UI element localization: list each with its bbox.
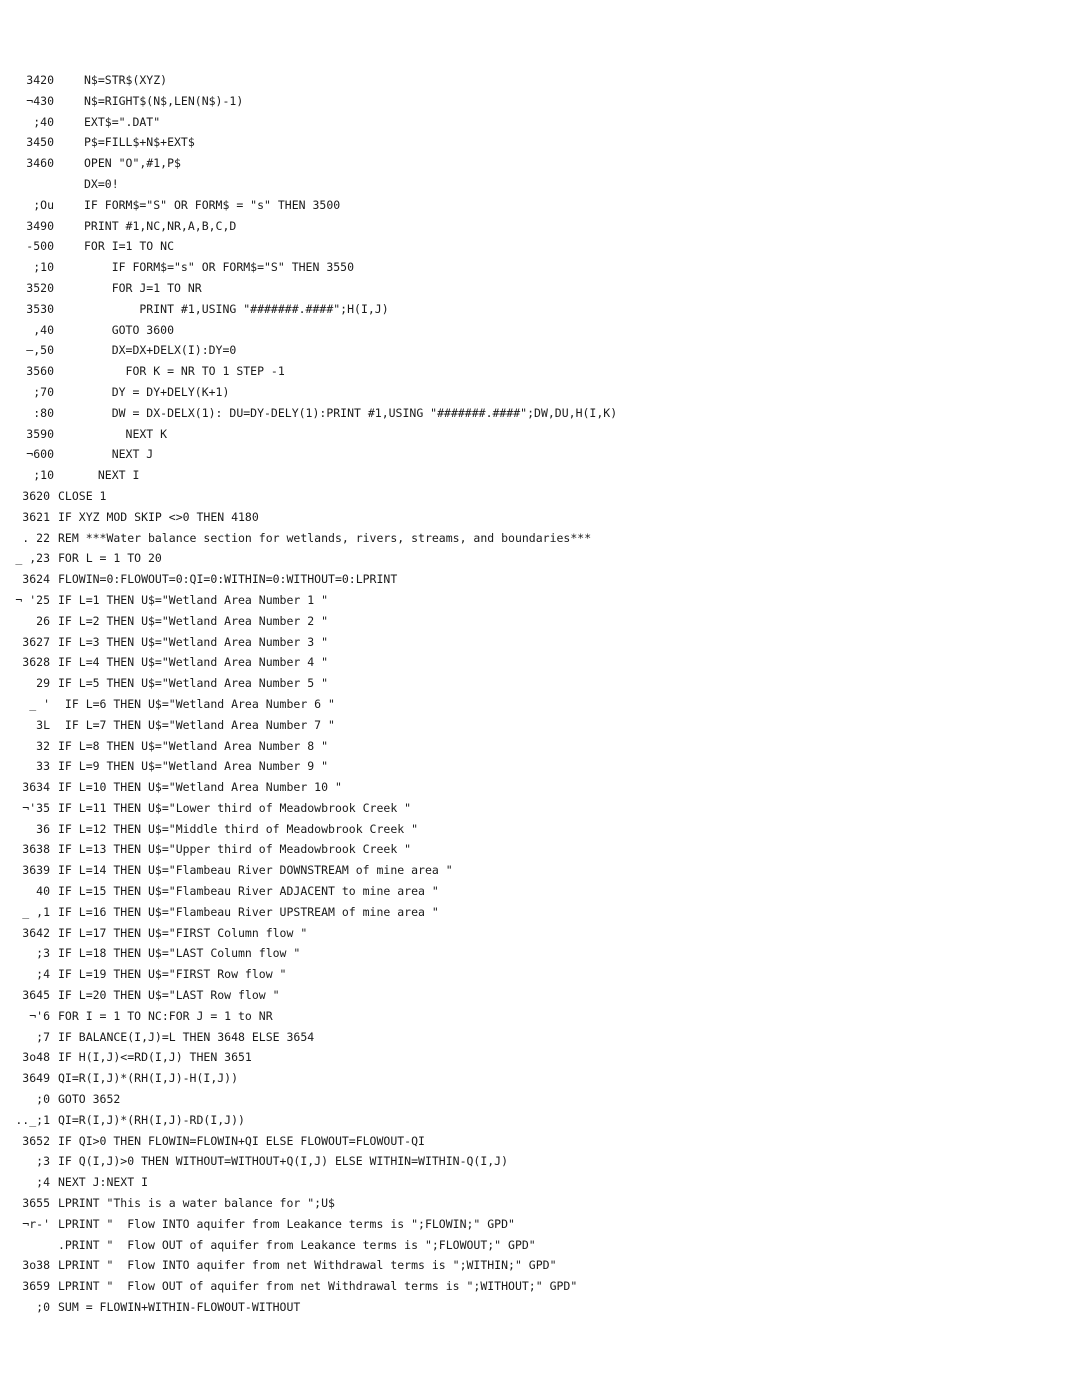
code-line (0, 1110, 1066, 1131)
line-code: NEXT I (84, 468, 140, 483)
code-line (0, 236, 1066, 257)
line-code: IF L=13 THEN U$="Upper third of Meadowbrook Creek " (58, 842, 412, 857)
line-number: ¬430 (26, 93, 54, 108)
line-code: LPRINT "This is a water balance for ";U$ (58, 1196, 335, 1211)
code-line (0, 153, 1066, 174)
line-number: :80 (33, 405, 54, 420)
code-line (0, 1006, 1066, 1027)
line-number: ;10 (33, 260, 54, 275)
line-number: ;0 (36, 1300, 50, 1315)
line-code: CLOSE 1 (58, 488, 107, 503)
line-number: 36 (36, 821, 50, 836)
code-line (0, 1172, 1066, 1193)
code-line (0, 174, 1066, 195)
line-code: IF L=15 THEN U$="Flambeau River ADJACENT to mine area " (58, 884, 439, 899)
line-code: REM ***Water balance section for wetlands, rivers, streams, and boundaries*** (58, 530, 592, 545)
code-line (0, 569, 1066, 590)
line-code: FOR L = 1 TO 20 (58, 551, 162, 566)
line-number: ¬ '25 (15, 592, 50, 607)
line-number: . 22 (22, 530, 50, 545)
line-number (0, 174, 62, 195)
line-code: N$=RIGHT$(N$,LEN(N$)-1) (84, 93, 244, 108)
line-code: DW = DX-DELX(1): DU=DY-DELY(1):PRINT #1,USING "#######.####";DW,DU,H(I,K) (84, 405, 618, 420)
line-code: IF L=8 THEN U$="Wetland Area Number 8 " (58, 738, 329, 753)
line-code: FOR K = NR TO 1 STEP -1 (84, 364, 285, 379)
line-number: 3634 (22, 780, 50, 795)
code-line (0, 819, 1066, 840)
code-line (0, 1068, 1066, 1089)
line-number: _ ,23 (15, 551, 50, 566)
code-line (0, 112, 1066, 133)
line-number: ;40 (33, 114, 54, 129)
code-line (0, 736, 1066, 757)
line-number: 3560 (26, 364, 54, 379)
code-line (0, 1089, 1066, 1110)
line-code: IF L=7 THEN U$="Wetland Area Number 7 " (58, 717, 335, 732)
line-code: NEXT J (84, 447, 154, 462)
line-number: 3638 (22, 842, 50, 857)
line-number: ¬600 (26, 447, 54, 462)
line-code: QI=R(I,J)*(RH(I,J)-RD(I,J)) (58, 1112, 245, 1127)
line-number: _ ' (29, 696, 50, 711)
code-line (0, 424, 1066, 445)
code-line (0, 1193, 1066, 1214)
line-code: PRINT #1,NC,NR,A,B,C,D (84, 218, 237, 233)
line-code: PRINT #1,USING "#######.####";H(I,J) (84, 301, 389, 316)
code-line (0, 985, 1066, 1006)
line-code: IF L=11 THEN U$="Lower third of Meadowbrook Creek " (58, 800, 412, 815)
line-code: IF XYZ MOD SKIP <>0 THEN 4180 (58, 509, 259, 524)
line-code: LPRINT " Flow INTO aquifer from net Withdrawal terms is ";WITHIN;" GPD" (58, 1258, 557, 1273)
line-code: IF L=2 THEN U$="Wetland Area Number 2 " (58, 613, 329, 628)
code-listing (0, 70, 1066, 1318)
line-number: 3450 (26, 135, 54, 150)
line-code: DX=DX+DELX(I):DY=0 (84, 343, 237, 358)
code-line (0, 1297, 1066, 1318)
line-number: —,50 (26, 343, 54, 358)
line-code: IF QI>0 THEN FLOWIN=FLOWIN+QI ELSE FLOWOUT=FLOWOUT-QI (58, 1133, 425, 1148)
line-number: 3o48 (22, 1050, 50, 1065)
code-line (0, 1214, 1066, 1235)
code-line (0, 590, 1066, 611)
line-code: IF L=4 THEN U$="Wetland Area Number 4 " (58, 655, 329, 670)
line-code: P$=FILL$+N$+EXT$ (84, 135, 195, 150)
line-number: 3530 (26, 301, 54, 316)
line-code: IF L=16 THEN U$="Flambeau River UPSTREAM of mine area " (58, 904, 439, 919)
line-code: IF L=1 THEN U$="Wetland Area Number 1 " (58, 592, 329, 607)
code-line (0, 195, 1066, 216)
line-number: 29 (36, 676, 50, 691)
line-number: 32 (36, 738, 50, 753)
code-line (0, 465, 1066, 486)
code-line (0, 340, 1066, 361)
line-number: 3520 (26, 280, 54, 295)
code-line (0, 902, 1066, 923)
line-code: IF L=17 THEN U$="FIRST Column flow " (58, 925, 308, 940)
code-line (0, 1131, 1066, 1152)
line-code: EXT$=".DAT" (84, 114, 161, 129)
line-number: 3460 (26, 156, 54, 171)
line-number: 3621 (22, 509, 50, 524)
code-line (0, 798, 1066, 819)
line-number: 3649 (22, 1071, 50, 1086)
code-line (0, 756, 1066, 777)
line-code: FLOWIN=0:FLOWOUT=0:QI=0:WITHIN=0:WITHOUT=0:LPRINT (58, 572, 398, 587)
line-code: IF FORM$="S" OR FORM$ = "s" THEN 3500 (84, 197, 341, 212)
code-line (0, 278, 1066, 299)
line-code: IF L=18 THEN U$="LAST Column flow " (58, 946, 301, 961)
line-number: 3659 (22, 1279, 50, 1294)
line-code: LPRINT " Flow OUT of aquifer from net Withdrawal terms is ";WITHOUT;" GPD" (58, 1279, 578, 1294)
code-line (0, 299, 1066, 320)
line-number: 40 (36, 884, 50, 899)
line-code: NEXT J:NEXT I (58, 1175, 149, 1190)
line-code: NEXT K (84, 426, 168, 441)
line-code: GOTO 3652 (58, 1092, 121, 1107)
code-line (0, 860, 1066, 881)
code-line (0, 1255, 1066, 1276)
line-code: IF L=9 THEN U$="Wetland Area Number 9 " (58, 759, 329, 774)
line-number: _ ,1 (22, 904, 50, 919)
code-line (0, 1027, 1066, 1048)
code-line (0, 132, 1066, 153)
line-number: ;4 (36, 967, 50, 982)
code-line (0, 715, 1066, 736)
code-line (0, 1276, 1066, 1297)
line-number: 3420 (26, 73, 54, 87)
line-code: .PRINT " Flow OUT of aquifer from Leakance terms is ";FLOWOUT;" GPD" (58, 1237, 536, 1252)
line-number: 3639 (22, 863, 50, 878)
line-code: IF Q(I,J)>0 THEN WITHOUT=WITHOUT+Q(I,J) ELSE WITHIN=WITHIN-Q(I,J) (58, 1154, 509, 1169)
code-line (0, 444, 1066, 465)
line-number: 3624 (22, 572, 50, 587)
code-line (0, 403, 1066, 424)
line-code: GOTO 3600 (84, 322, 175, 337)
code-line (0, 881, 1066, 902)
code-line (0, 382, 1066, 403)
line-code: LPRINT " Flow INTO aquifer from Leakance terms is ";FLOWIN;" GPD" (58, 1216, 515, 1231)
code-line (0, 361, 1066, 382)
line-code: IF L=20 THEN U$="LAST Row flow " (58, 988, 280, 1003)
line-number: 3642 (22, 925, 50, 940)
code-line (0, 486, 1066, 507)
line-code: IF H(I,J)<=RD(I,J) THEN 3651 (58, 1050, 252, 1065)
line-number: 33 (36, 759, 50, 774)
code-line (0, 70, 1066, 91)
line-number: ;4 (36, 1175, 50, 1190)
line-number: 3645 (22, 988, 50, 1003)
line-number: ;3 (36, 1154, 50, 1169)
line-number: 3655 (22, 1196, 50, 1211)
line-code: IF L=6 THEN U$="Wetland Area Number 6 " (58, 696, 335, 711)
line-code: IF FORM$="s" OR FORM$="S" THEN 3550 (84, 260, 355, 275)
line-code: SUM = FLOWIN+WITHIN-FLOWOUT-WITHOUT (58, 1300, 301, 1315)
line-code: IF L=5 THEN U$="Wetland Area Number 5 " (58, 676, 329, 691)
line-number: ¬'35 (22, 800, 50, 815)
code-line (0, 839, 1066, 860)
code-line (0, 694, 1066, 715)
line-code: QI=R(I,J)*(RH(I,J)-H(I,J)) (58, 1071, 239, 1086)
line-number: ;3 (36, 946, 50, 961)
line-code: FOR J=1 TO NR (84, 280, 202, 295)
line-number: ;10 (33, 468, 54, 483)
line-code: FOR I = 1 TO NC:FOR J = 1 to NR (58, 1008, 273, 1023)
code-line (0, 548, 1066, 569)
line-number: 3490 (26, 218, 54, 233)
code-line (0, 320, 1066, 341)
code-line (0, 964, 1066, 985)
code-line (0, 1151, 1066, 1172)
line-code: IF L=19 THEN U$="FIRST Row flow " (58, 967, 287, 982)
line-number: ;0 (36, 1092, 50, 1107)
code-line (0, 257, 1066, 278)
line-number: 26 (36, 613, 50, 628)
line-number: ;Ou (33, 197, 54, 212)
code-line (0, 611, 1066, 632)
code-line (0, 91, 1066, 112)
line-code: DY = DY+DELY(K+1) (84, 384, 230, 399)
code-line (0, 923, 1066, 944)
line-number: ;70 (33, 384, 54, 399)
line-code: OPEN "O",#1,P$ (84, 156, 181, 171)
line-code: FOR I=1 TO NC (84, 239, 175, 254)
line-code: DX=0! (84, 176, 119, 191)
code-line (0, 652, 1066, 673)
line-number: 3628 (22, 655, 50, 670)
line-number: -500 (26, 239, 54, 254)
line-code: IF L=14 THEN U$="Flambeau River DOWNSTREAM of mine area " (58, 863, 453, 878)
line-number (0, 1235, 58, 1256)
line-number: 3o38 (22, 1258, 50, 1273)
line-code: IF L=3 THEN U$="Wetland Area Number 3 " (58, 634, 329, 649)
code-line (0, 216, 1066, 237)
line-code: IF BALANCE(I,J)=L THEN 3648 ELSE 3654 (58, 1029, 315, 1044)
code-line (0, 507, 1066, 528)
line-number: .._;1 (15, 1112, 50, 1127)
code-line (0, 777, 1066, 798)
line-number: ¬'6 (29, 1008, 50, 1023)
line-number: 3590 (26, 426, 54, 441)
line-number: 3620 (22, 488, 50, 503)
code-line (0, 943, 1066, 964)
line-code: N$=STR$(XYZ) (84, 73, 168, 87)
code-line (0, 673, 1066, 694)
line-number: 3652 (22, 1133, 50, 1148)
line-number: ,40 (33, 322, 54, 337)
code-line (0, 1047, 1066, 1068)
line-code: IF L=10 THEN U$="Wetland Area Number 10 " (58, 780, 342, 795)
code-line (0, 528, 1066, 549)
code-line (0, 632, 1066, 653)
code-line (0, 1235, 1066, 1256)
line-number: ;7 (36, 1029, 50, 1044)
line-code: IF L=12 THEN U$="Middle third of Meadowbrook Creek " (58, 821, 419, 836)
line-number: ¬r-' (22, 1216, 50, 1231)
line-number: 3627 (22, 634, 50, 649)
line-number: 3L (36, 717, 50, 732)
